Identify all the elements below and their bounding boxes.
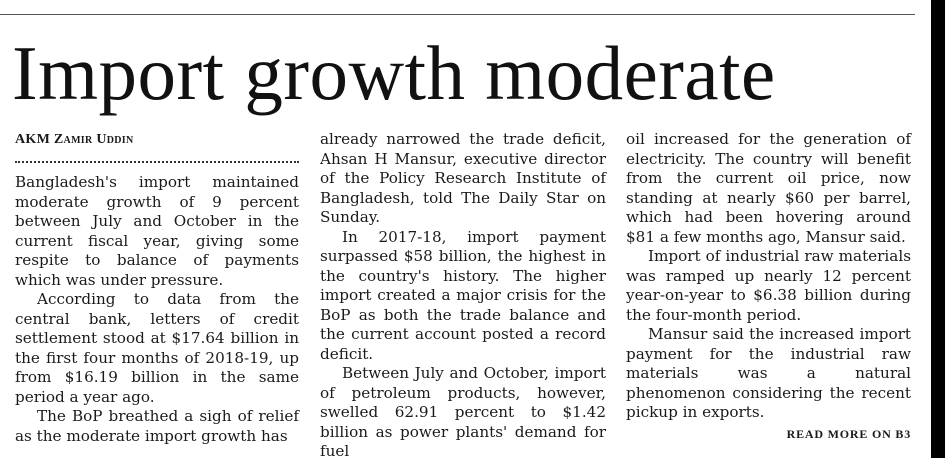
paragraph: Mansur said the increased import payment for the industrial raw materials was a natural phenomenon considering the recent pickup in exports. xyxy=(626,325,911,421)
paragraph: Between July and October, import of petroleum products, however, swelled 62.91 percent to $1.42 billion as power plants' demand for fuel xyxy=(320,364,606,460)
paragraph: The BoP breathed a sigh of relief as the moderate import growth has xyxy=(15,407,299,445)
article-column-2 xyxy=(320,130,606,462)
page-edge-bar xyxy=(931,0,945,458)
top-rule xyxy=(0,14,915,15)
headline: Import growth moderate xyxy=(12,30,776,116)
paragraph: Import of industrial raw materials was ramped up nearly 12 percent year-on-year to $6.38 billion during the four-month period. xyxy=(626,247,911,324)
paragraph: In 2017-18, import payment surpassed $58 billion, the highest in the country's history. The higher import created a major crisis for the BoP as both the trade balance and the current account posted a record deficit. xyxy=(320,227,606,363)
article-column-1 xyxy=(15,130,299,446)
byline: AKM Zamir Uddin xyxy=(15,132,134,147)
paragraph: According to data from the central bank, letters of credit settlement stood at $17.64 billion in the first four months of 2018-19, up from $16.19 billion in the same period a year ago. xyxy=(15,290,299,406)
paragraph: already narrowed the trade deficit, Ahsan H Mansur, executive director of the Policy Research Institute of Bangladesh, told The Daily Star on Sunday. xyxy=(320,130,606,226)
paragraph: oil increased for the generation of electricity. The country will benefit from the current oil price, now standing at nearly $60 per barrel, which had been hovering around $81 a few months ago, Mansur said. xyxy=(626,130,911,246)
byline-divider xyxy=(15,161,299,163)
article-column-3 xyxy=(626,130,911,442)
read-more-link[interactable]: READ MORE ON B3 xyxy=(786,426,911,441)
paragraph: Bangladesh's import maintained moderate growth of 9 percent between July and October in the current fiscal year, giving some respite to balance of payments which was under pressure. xyxy=(15,173,299,289)
